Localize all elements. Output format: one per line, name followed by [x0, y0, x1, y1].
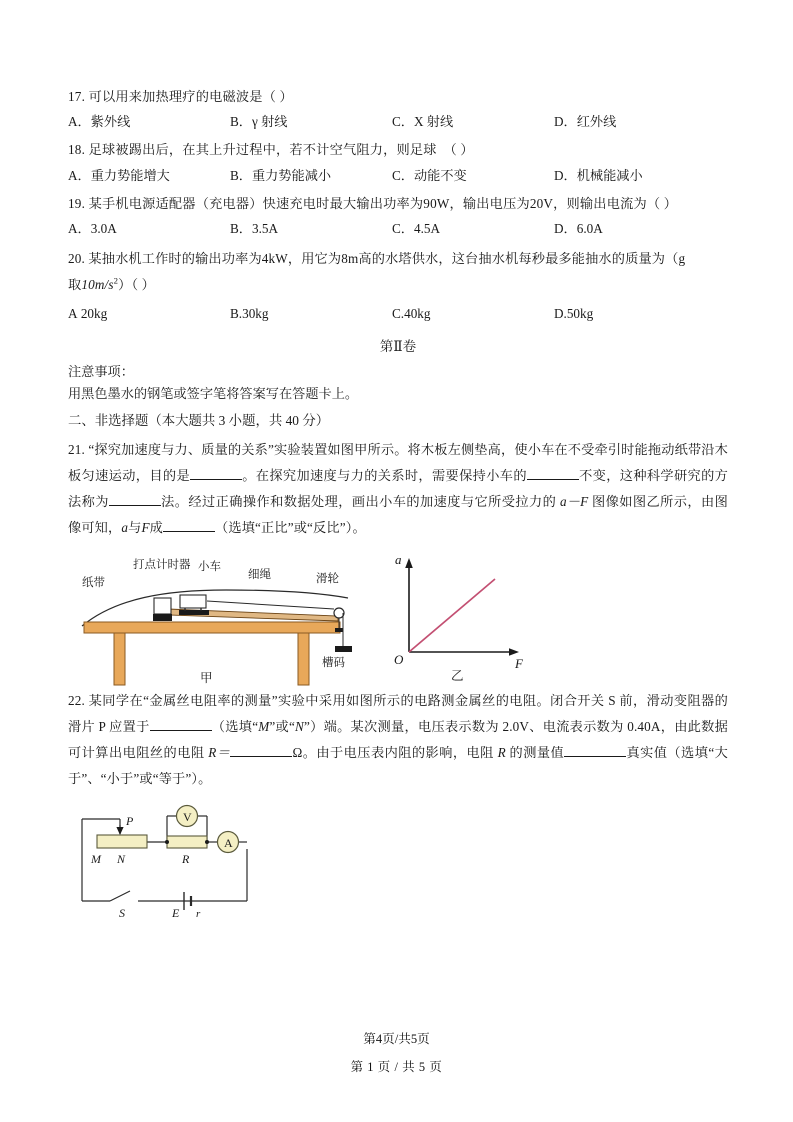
q18-option-d[interactable] — [554, 165, 728, 184]
q21-text-c: 不变，这种科学研究的方法称为 — [68, 468, 728, 509]
q18-option-c[interactable] — [392, 165, 554, 184]
q17-option-d-text: 红外线 — [576, 114, 617, 130]
q22-number: 22. — [68, 693, 85, 709]
y-axis-arrow — [405, 558, 413, 568]
table-leg-right — [298, 633, 309, 685]
footer-page-indicator-primary: 第4页/共5页 — [363, 1032, 430, 1046]
emf-label: E — [172, 906, 180, 920]
question-20-stem — [68, 246, 728, 297]
rheostat-body[interactable] — [97, 835, 147, 848]
q18-option-c-text: 动能不变 — [413, 167, 467, 183]
q21-symbol-a: a — [121, 519, 129, 535]
q19-option-b[interactable] — [230, 218, 392, 237]
q20-option-b[interactable] — [230, 306, 392, 322]
label-weights: 槽码 — [322, 657, 345, 670]
label-figure-jia: 甲 — [200, 671, 213, 686]
q20-option-c-text: 40kg — [404, 305, 431, 321]
figure-graph-yi — [383, 548, 543, 688]
q17-option-b-label: B． — [230, 114, 252, 130]
question-21-stem — [68, 437, 728, 540]
q22-blank-1[interactable] — [150, 730, 212, 731]
q20-gravity-exponent: 2 — [113, 275, 119, 286]
footer-page-indicator-secondary: 第 1 页 / 共 5 页 — [350, 1060, 443, 1074]
question-22-stem — [68, 688, 728, 791]
q20-option-a[interactable] — [68, 306, 230, 322]
string-line — [207, 601, 334, 609]
ammeter-label: A — [224, 836, 233, 851]
graph-svg — [383, 548, 543, 683]
q19-number: 19. — [68, 195, 86, 211]
pulley-clamp — [335, 628, 343, 632]
q17-option-c-text: X 射线 — [413, 114, 454, 130]
q19-option-c-label: C． — [392, 221, 414, 237]
q22-text-g: 真实值（选填“大于”、“小于”或“等于”）。 — [68, 744, 729, 786]
q20-option-a-label: A — [68, 305, 78, 321]
q18-option-d-text: 机械能减小 — [576, 167, 643, 183]
label-ticker-timer: 打点计时器 — [133, 559, 191, 572]
junction-dot-right — [205, 840, 209, 844]
q19-option-a[interactable] — [68, 218, 230, 237]
q17-option-a[interactable] — [68, 111, 230, 130]
q20-option-c[interactable] — [392, 306, 554, 322]
rheostat-right-label: N — [117, 852, 126, 867]
slotted-weights — [335, 646, 352, 652]
q19-option-a-text: 3.0A — [90, 221, 117, 237]
question-17-options — [68, 111, 728, 130]
q21-number: 21. — [68, 442, 85, 458]
q19-option-c[interactable] — [392, 218, 554, 237]
q20-gravity-value: 10m/s — [81, 276, 114, 292]
x-axis-arrow — [509, 649, 519, 657]
q21-text-h: （选填“正比”或“反比”）。 — [215, 519, 366, 535]
slider-label: P — [126, 814, 134, 829]
label-figure-yi: 乙 — [451, 669, 464, 684]
q19-option-d-label: D． — [554, 221, 577, 237]
q18-option-a-label: A． — [68, 167, 91, 183]
q18-option-b-text: 重力势能减小 — [251, 167, 332, 183]
q19-option-d[interactable] — [554, 218, 728, 237]
q20-option-d-text: 50kg — [566, 305, 594, 321]
question-18-options — [68, 165, 728, 184]
junction-dot-left — [165, 840, 169, 844]
q21-blank-4[interactable] — [163, 531, 215, 532]
q18-option-d-label: D． — [554, 167, 577, 183]
switch-label: S — [119, 906, 125, 920]
q22-text-d: ”）端。某次测量，电压表示数为 2.0V、电流表示数为 0.40A，由此数据可计算出电阻丝的电阻 — [68, 719, 728, 760]
q22-symbol-R: R — [497, 744, 506, 760]
notice-heading: 注意事项： — [68, 363, 134, 379]
paper-tape-shape — [82, 590, 348, 626]
question-18-stem — [68, 139, 728, 160]
q19-text: 某手机电源适配器（充电器）快速充电时最大输出功率为90W，输出电压为20V，则输出电流为（ ） — [88, 195, 678, 211]
q21-text-g: 成 — [149, 519, 164, 535]
q20-text-part1: 某抽水机工作时的输出功率为4kW，用它为8m高的水塔供水，这台抽水机每秒最多能抽水的质量为（g — [88, 251, 686, 267]
q18-option-c-label: C． — [392, 167, 414, 183]
q17-option-b[interactable] — [230, 111, 392, 130]
q21-symbol-a-F: a－F — [560, 493, 589, 509]
q22-text-e: Ω。由于电压表内阻的影响，电阻 — [292, 744, 498, 760]
q20-number: 20. — [68, 251, 85, 267]
label-string: 细绳 — [248, 569, 271, 582]
figure-apparatus-jia — [76, 546, 376, 691]
cart-base — [179, 610, 209, 615]
origin-label: O — [394, 652, 404, 668]
q21-text-f: 与 — [128, 519, 142, 535]
q21-symbol-F: F — [141, 519, 150, 535]
q19-option-a-label: A． — [68, 221, 91, 237]
q17-option-d[interactable] — [554, 111, 728, 130]
q22-text-f: 的测量值 — [505, 744, 565, 760]
ticker-timer-base — [153, 614, 172, 621]
q17-option-a-text: 紫外线 — [90, 114, 131, 130]
question-19-stem — [68, 193, 728, 214]
resistor-body[interactable] — [167, 836, 207, 848]
rheostat-left-label: M — [91, 852, 101, 867]
q20-option-b-label: B. — [230, 305, 243, 321]
question-19-options — [68, 218, 728, 237]
q19-option-d-text: 6.0A — [576, 221, 603, 237]
section-heading: 二、非选择题（本大题共 3 小题，共 40 分） — [68, 413, 330, 428]
q20-option-b-text: 30kg — [242, 305, 269, 321]
q17-option-c[interactable] — [392, 111, 554, 130]
q20-option-d-label: D. — [554, 305, 567, 321]
question-21-figures — [68, 546, 728, 686]
q21-blank-3[interactable] — [109, 505, 161, 506]
q20-option-d[interactable] — [554, 306, 728, 322]
q18-number: 18. — [68, 142, 86, 158]
q20-option-c-label: C. — [392, 305, 405, 321]
q17-number: 17. — [68, 89, 86, 104]
q22-text-c: ”或“ — [269, 719, 295, 735]
label-pulley: 滑轮 — [316, 573, 339, 586]
figure-circuit — [72, 801, 732, 924]
cart-body — [180, 595, 206, 608]
question-20-options — [68, 306, 728, 322]
y-axis-label: a — [395, 552, 402, 568]
q22-text-b: （选填“ — [211, 719, 259, 735]
ticker-timer-body — [154, 598, 171, 614]
internal-resistance-label: r — [196, 908, 201, 920]
q22-text-a: 某同学在“金属丝电阻率的测量”实验中采用如图所示的电路测金属丝的电阻。闭合开关 S 前，滑动变阻器的滑片 P 应置于 — [68, 693, 728, 735]
q22-symbol-M: M — [258, 719, 270, 735]
q18-option-b-label: B． — [230, 167, 252, 183]
q22-symbol-R-eq: R＝ — [208, 744, 231, 760]
q21-text-e: 图像如图乙所示，由图像可知， — [68, 493, 728, 535]
apparatus-svg — [76, 546, 376, 686]
q22-blank-3[interactable] — [564, 756, 626, 757]
label-paper-tape: 纸带 — [82, 577, 105, 590]
q22-symbol-N: N — [295, 719, 304, 735]
q17-option-b-text: γ 射线 — [251, 114, 288, 130]
q17-option-c-label: C． — [392, 114, 414, 130]
label-cart: 小车 — [198, 561, 221, 574]
switch-blade[interactable] — [110, 891, 130, 901]
q20-text-part2-post: ）（ ） — [118, 276, 155, 292]
q21-text-b: 。在探究加速度与力的关系时，需要保持小车的 — [242, 468, 527, 484]
x-axis-label: F — [515, 656, 523, 672]
q19-option-c-text: 4.5A — [413, 221, 440, 237]
q22-blank-2[interactable] — [230, 756, 292, 757]
question-17-stem — [68, 86, 728, 107]
voltmeter-label: V — [183, 810, 192, 825]
q18-text: 足球被踢出后，在其上升过程中，若不计空气阻力，则足球 （ ） — [88, 142, 474, 158]
resistor-label: R — [182, 852, 190, 867]
data-line — [409, 579, 495, 652]
q21-text-d: 法。经过正确操作和数据处理，画出小车的加速度与它所受拉力的 — [160, 493, 557, 509]
q18-option-a[interactable] — [68, 165, 230, 184]
q17-option-d-label: D． — [554, 114, 577, 130]
q17-text: 可以用来加热理疗的电磁波是（ ） — [88, 89, 293, 104]
table-leg-left — [114, 633, 125, 685]
q17-option-a-label: A． — [68, 114, 91, 130]
q21-text-a: “探究加速度与力、质量的关系”实验装置如图甲所示。将木板左侧垫高，使小车在不受牵引时能拖动纸带沿木板匀速运动，目的是 — [68, 442, 728, 484]
q19-option-b-label: B． — [230, 221, 252, 237]
q18-option-a-text: 重力势能增大 — [90, 167, 170, 183]
slider-arrow-icon — [116, 827, 123, 835]
q21-blank-1[interactable] — [190, 479, 242, 480]
section-2-title: 第Ⅱ卷 — [379, 338, 417, 354]
q21-blank-2[interactable] — [527, 479, 579, 480]
q20-text-part2-pre: 取 — [68, 276, 82, 292]
notice-text: 用黑色墨水的钢笔或签字笔将答案写在答题卡上。 — [68, 386, 359, 402]
q20-option-a-text: 20kg — [80, 305, 108, 321]
q19-option-b-text: 3.5A — [251, 221, 278, 237]
table-top — [84, 622, 340, 633]
q18-option-b[interactable] — [230, 165, 392, 184]
page-content — [68, 86, 728, 924]
circuit-svg — [72, 801, 282, 919]
